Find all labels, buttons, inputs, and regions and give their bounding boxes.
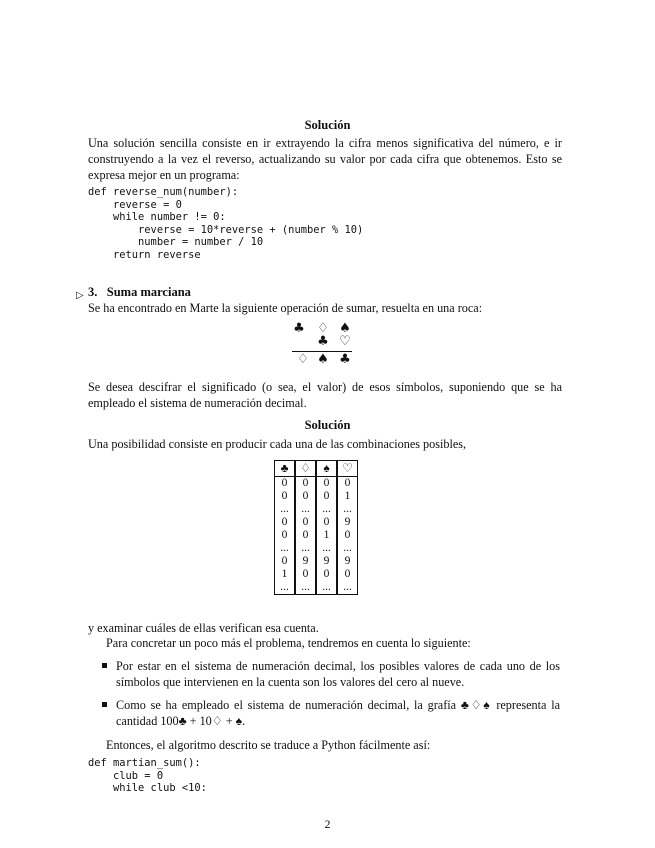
table-row [275, 581, 358, 595]
entonces-text: Entonces, el algoritmo descrito se traduce a Python fácilmente así: [106, 738, 431, 752]
table-row [275, 529, 358, 542]
martian-addition [285, 322, 365, 348]
addition-row-2 [285, 335, 365, 348]
table-cell: 0 [275, 555, 296, 568]
table-row [275, 568, 358, 581]
addend1-digit-2: ♢ [317, 321, 329, 336]
result-digit-2: ♠ [317, 352, 329, 367]
table-row [275, 503, 358, 516]
table-cell: 0 [316, 477, 337, 491]
table-cell: 9 [337, 516, 358, 529]
addition-result [285, 353, 365, 366]
bullet-text-2: Como se ha empleado el sistema de numeración decimal, la grafía ♣♢♠ representa la cantidad 100♣ + 10♢ + ♠. [116, 698, 560, 728]
table-cell: ... [316, 581, 337, 595]
addend1-digit-3: ♠ [339, 321, 351, 336]
table-cell: 0 [337, 529, 358, 542]
table-cell: 0 [316, 516, 337, 529]
table-cell: 1 [275, 568, 296, 581]
table-cell: ... [295, 542, 316, 555]
table-cell: 0 [295, 529, 316, 542]
concretar-text: Para concretar un poco más el problema, tendremos en cuenta lo siguiente: [106, 636, 471, 650]
page-number: 2 [324, 817, 331, 831]
addend2-digit-2: ♡ [339, 334, 351, 349]
list-item [98, 658, 560, 690]
combinations-table [274, 460, 358, 595]
table-cell: 0 [295, 477, 316, 491]
list-item [98, 697, 560, 729]
table-cell: ... [337, 581, 358, 595]
after-table-text: y examinar cuáles de ellas verifican esa cuenta. [88, 621, 319, 635]
table-cell: ... [316, 503, 337, 516]
table-cell: 0 [275, 529, 296, 542]
table-cell: 0 [337, 477, 358, 491]
addend2-digit-1: ♣ [317, 334, 329, 349]
table-cell: ... [295, 581, 316, 595]
addend1-digit-1: ♣ [293, 321, 305, 336]
section3-intro: Se ha encontrado en Marte la siguiente operación de sumar, resuelta en una roca: [88, 301, 483, 315]
table-cell: ... [275, 542, 296, 555]
table-cell: ... [337, 542, 358, 555]
solution1-heading: Solución [304, 118, 351, 132]
table-cell: 1 [316, 529, 337, 542]
table-row [275, 490, 358, 503]
table-cell: 0 [275, 490, 296, 503]
section3-heading [88, 285, 191, 300]
martian-sum-code: def martian_sum(): club = 0 while club <10: [88, 757, 207, 794]
table-cell: 9 [337, 555, 358, 568]
table-header-diamond: ♢ [295, 461, 316, 477]
section3-number: 3. [88, 285, 98, 299]
bullet-icon [102, 702, 107, 707]
table-cell: 0 [337, 568, 358, 581]
solution2-heading: Solución [304, 418, 351, 432]
result-digit-3: ♣ [339, 352, 351, 367]
table-row [275, 516, 358, 529]
table-row [275, 542, 358, 555]
section3-question: Se desea descifrar el significado (o sea, el valor) de esos símbolos, suponiendo que se ha empleado el sistema de numeración decimal. [88, 380, 562, 410]
table-header-spade: ♠ [316, 461, 337, 477]
table-cell: 0 [295, 568, 316, 581]
table-cell: 0 [275, 516, 296, 529]
solution1-paragraph: Una solución sencilla consiste en ir extrayendo la cifra menos significativa del número, e ir construyendo a la vez el reverso, actualizando su valor por cada cifra que obtenemos. Esto se expresa mejor en un programa: [88, 136, 562, 182]
result-digit-1: ♢ [297, 352, 309, 367]
table-header-club: ♣ [275, 461, 296, 477]
solution2-intro: Una posibilidad consiste en producir cada una de las combinaciones posibles, [88, 437, 467, 451]
table-cell: 1 [337, 490, 358, 503]
conditions-list [98, 658, 560, 736]
table-cell: ... [295, 503, 316, 516]
table-cell: ... [316, 542, 337, 555]
table-row [275, 477, 358, 491]
table-row [275, 555, 358, 568]
table-cell: 0 [316, 568, 337, 581]
table-header-row [275, 461, 358, 477]
table-cell: 0 [295, 516, 316, 529]
reverse-num-code: def reverse_num(number): reverse = 0 while number != 0: reverse = 10*reverse + (number % 10) number = number / 10 return reverse [88, 186, 364, 261]
table-cell: 0 [275, 477, 296, 491]
table-cell: 0 [295, 490, 316, 503]
bullet-icon [102, 663, 107, 668]
section3-title: Suma marciana [106, 285, 191, 299]
table-cell: ... [337, 503, 358, 516]
table-cell: 9 [316, 555, 337, 568]
bullet-text-1: Por estar en el sistema de numeración decimal, los posibles valores de cada uno de los símbolos que intervienen en la cuenta son los valores del cero al nueve. [116, 659, 560, 689]
table-cell: ... [275, 503, 296, 516]
table-cell: ... [275, 581, 296, 595]
table-cell: 9 [295, 555, 316, 568]
table-header-heart: ♡ [337, 461, 358, 477]
table-cell: 0 [316, 490, 337, 503]
section-marker-icon: ▷ [76, 290, 84, 301]
table-body [275, 477, 358, 595]
